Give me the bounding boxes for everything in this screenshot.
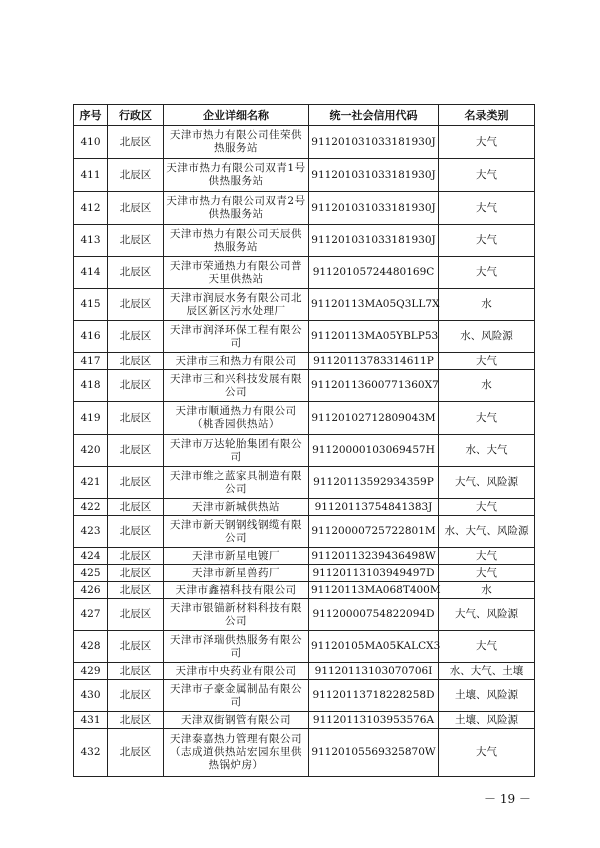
cell-district: 北辰区 [108,548,164,565]
cell-credit-code: 91120113239436498W [309,548,439,565]
cell-category: 大气 [439,192,535,225]
table-row [74,192,535,225]
cell-credit-code: 91120000754822094D [309,599,439,631]
table-row [74,402,535,435]
cell-serial-number: 424 [74,548,108,565]
cell-enterprise-name: 天津市荣通热力有限公司普天里供热站 [164,257,309,289]
cell-serial-number: 415 [74,289,108,321]
page-number: － 19 － [484,792,531,806]
cell-enterprise-name: 天津市新城供热站 [164,499,309,516]
cell-category: 大气 [439,225,535,257]
cell-district: 北辰区 [108,192,164,225]
header-serial-number: 序号 [74,105,108,126]
cell-category: 土壤、风险源 [439,680,535,712]
table-row [74,548,535,565]
cell-district: 北辰区 [108,225,164,257]
table-row [74,599,535,631]
cell-district: 北辰区 [108,582,164,599]
cell-category: 大气 [439,159,535,192]
header-district: 行政区 [108,105,164,126]
table-row [74,663,535,680]
table-row [74,370,535,402]
cell-district: 北辰区 [108,126,164,159]
table-row [74,467,535,499]
cell-serial-number: 431 [74,712,108,729]
cell-serial-number: 427 [74,599,108,631]
cell-credit-code: 91120105569325870W [309,729,439,777]
cell-category: 大气 [439,126,535,159]
cell-enterprise-name: 天津市热力有限公司佳荣供热服务站 [164,126,309,159]
cell-credit-code: 91120113103949497D [309,565,439,582]
cell-enterprise-name: 天津市新星兽药厂 [164,565,309,582]
cell-credit-code: 91120113754841383J [309,499,439,516]
table-row [74,225,535,257]
table-row [74,712,535,729]
cell-credit-code: 91120105724480169C [309,257,439,289]
cell-credit-code: 91120105MA05KALCX3 [309,631,439,663]
cell-serial-number: 419 [74,402,108,435]
cell-credit-code: 911201031033181930J [309,225,439,257]
cell-serial-number: 422 [74,499,108,516]
table-header-row [74,105,535,126]
cell-category: 大气 [439,631,535,663]
cell-credit-code: 91120113MA068T400M [309,582,439,599]
cell-serial-number: 429 [74,663,108,680]
table-row [74,729,535,777]
cell-enterprise-name: 天津双街钢管有限公司 [164,712,309,729]
cell-district: 北辰区 [108,467,164,499]
cell-credit-code: 91120113718228258D [309,680,439,712]
cell-credit-code: 91120000103069457H [309,435,439,467]
cell-district: 北辰区 [108,257,164,289]
cell-serial-number: 418 [74,370,108,402]
cell-serial-number: 426 [74,582,108,599]
cell-serial-number: 430 [74,680,108,712]
cell-district: 北辰区 [108,435,164,467]
cell-enterprise-name: 天津市热力有限公司双青1号供热服务站 [164,159,309,192]
cell-category: 大气、风险源 [439,599,535,631]
cell-credit-code: 911201031033181930J [309,159,439,192]
table-row [74,289,535,321]
cell-enterprise-name: 天津市维之蓝家具制造有限公司 [164,467,309,499]
table-row [74,499,535,516]
table-row [74,631,535,663]
cell-credit-code: 911201031033181930J [309,126,439,159]
cell-serial-number: 423 [74,516,108,548]
cell-district: 北辰区 [108,565,164,582]
cell-category: 土壤、风险源 [439,712,535,729]
cell-category: 水、风险源 [439,321,535,353]
cell-district: 北辰区 [108,353,164,370]
cell-credit-code: 911201031033181930J [309,192,439,225]
cell-credit-code: 91120113592934359P [309,467,439,499]
table-row [74,159,535,192]
cell-serial-number: 417 [74,353,108,370]
table-row [74,126,535,159]
cell-enterprise-name: 天津泰嘉热力管理有限公司（志成道供热站宏园东里供热锅炉房） [164,729,309,777]
cell-serial-number: 413 [74,225,108,257]
header-category: 名录类别 [439,105,535,126]
cell-district: 北辰区 [108,321,164,353]
cell-district: 北辰区 [108,712,164,729]
cell-category: 水、大气 [439,435,535,467]
cell-enterprise-name: 天津市子豪金属制品有限公司 [164,680,309,712]
cell-credit-code: 91120113MA05Q3LL7X [309,289,439,321]
header-enterprise-name: 企业详细名称 [164,105,309,126]
cell-enterprise-name: 天津市万达轮胎集团有限公司 [164,435,309,467]
cell-credit-code: 91120000725722801M [309,516,439,548]
cell-credit-code: 91120102712809043M [309,402,439,435]
cell-district: 北辰区 [108,680,164,712]
cell-category: 大气 [439,402,535,435]
cell-district: 北辰区 [108,159,164,192]
cell-enterprise-name: 天津市泽瑞供热服务有限公司 [164,631,309,663]
table-row [74,435,535,467]
cell-enterprise-name: 天津市银锚新材料科技有限公司 [164,599,309,631]
header-credit-code: 统一社会信用代码 [309,105,439,126]
cell-serial-number: 412 [74,192,108,225]
cell-serial-number: 416 [74,321,108,353]
cell-serial-number: 420 [74,435,108,467]
cell-credit-code: 91120113783314611P [309,353,439,370]
cell-category: 大气 [439,565,535,582]
enterprise-list-table [73,104,535,777]
table-row [74,516,535,548]
cell-district: 北辰区 [108,631,164,663]
cell-category: 大气 [439,729,535,777]
cell-enterprise-name: 天津市中央药业有限公司 [164,663,309,680]
cell-enterprise-name: 天津市新天钢钢线钢缆有限公司 [164,516,309,548]
cell-category: 水 [439,289,535,321]
cell-serial-number: 411 [74,159,108,192]
cell-enterprise-name: 天津市三和热力有限公司 [164,353,309,370]
cell-credit-code: 91120113103070706I [309,663,439,680]
cell-enterprise-name: 天津市三和兴科技发展有限公司 [164,370,309,402]
table-row [74,582,535,599]
table-row [74,353,535,370]
cell-enterprise-name: 天津市热力有限公司天辰供热服务站 [164,225,309,257]
cell-district: 北辰区 [108,729,164,777]
cell-serial-number: 428 [74,631,108,663]
cell-serial-number: 421 [74,467,108,499]
table-row [74,257,535,289]
cell-district: 北辰区 [108,402,164,435]
cell-serial-number: 432 [74,729,108,777]
cell-category: 大气 [439,548,535,565]
cell-district: 北辰区 [108,516,164,548]
cell-enterprise-name: 天津市热力有限公司双青2号供热服务站 [164,192,309,225]
cell-serial-number: 414 [74,257,108,289]
cell-district: 北辰区 [108,499,164,516]
cell-enterprise-name: 天津市润泽环保工程有限公司 [164,321,309,353]
cell-enterprise-name: 天津市鑫禧科技有限公司 [164,582,309,599]
cell-category: 水 [439,582,535,599]
cell-serial-number: 425 [74,565,108,582]
cell-district: 北辰区 [108,289,164,321]
cell-district: 北辰区 [108,599,164,631]
cell-enterprise-name: 天津市润辰水务有限公司北辰区新区污水处理厂 [164,289,309,321]
cell-district: 北辰区 [108,663,164,680]
cell-credit-code: 91120113600771360X7 [309,370,439,402]
cell-enterprise-name: 天津市顺通热力有限公司（桃香园供热站） [164,402,309,435]
cell-category: 大气、风险源 [439,467,535,499]
cell-category: 水、大气、土壤 [439,663,535,680]
table-row [74,565,535,582]
cell-category: 大气 [439,353,535,370]
cell-district: 北辰区 [108,370,164,402]
cell-credit-code: 91120113MA05YBLP53 [309,321,439,353]
cell-category: 大气 [439,257,535,289]
cell-category: 水、大气、风险源 [439,516,535,548]
cell-category: 水 [439,370,535,402]
cell-category: 大气 [439,499,535,516]
table-row [74,680,535,712]
cell-credit-code: 91120113103953576A [309,712,439,729]
cell-enterprise-name: 天津市新星电镀厂 [164,548,309,565]
cell-serial-number: 410 [74,126,108,159]
table-row [74,321,535,353]
